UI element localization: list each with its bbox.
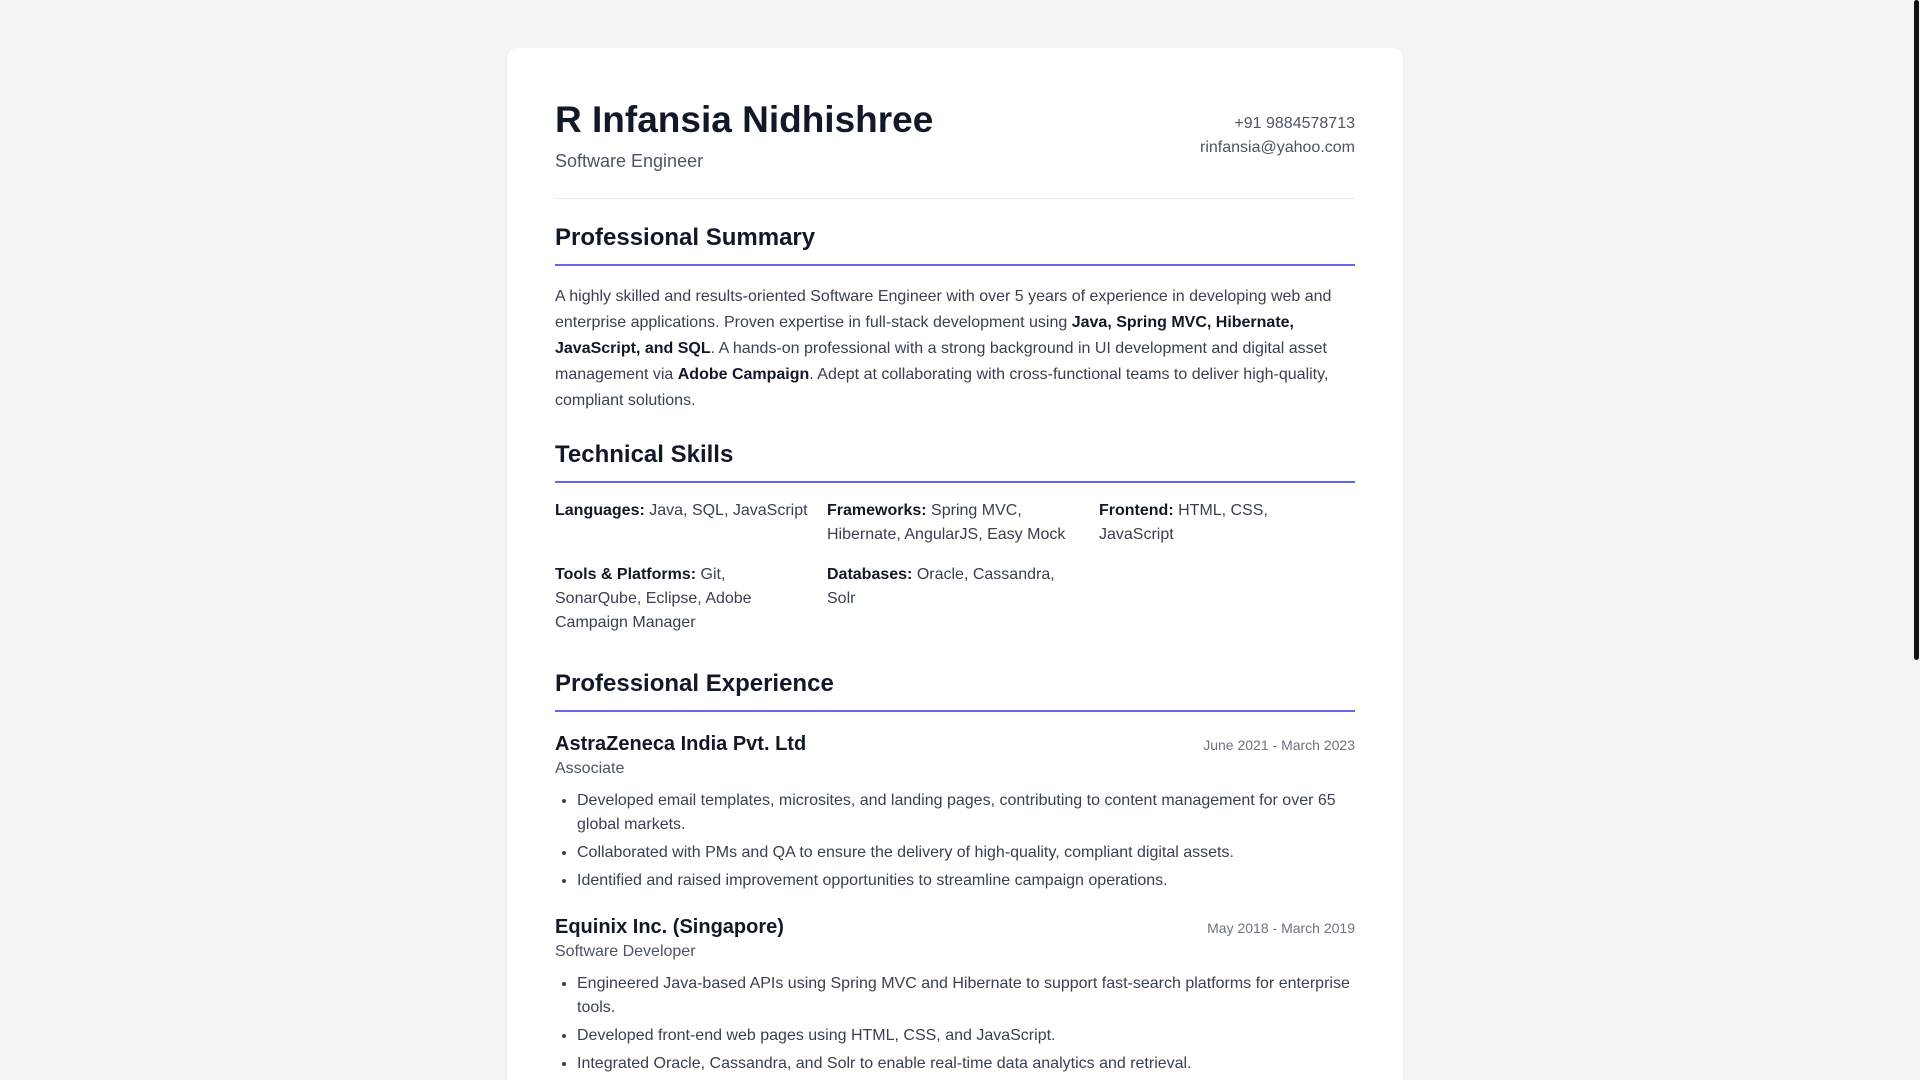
job-entry — [555, 915, 1355, 1076]
skill-value: HTML, CSS, JavaScript — [1099, 502, 1268, 543]
summary-text-1: A highly skilled and results-oriented Software Engineer with over 5 years of experience in developing web and enterprise applications. Proven expertise in full-stack development using — [555, 288, 1332, 331]
skill-label: Frameworks: — [827, 502, 927, 519]
job-bullet: • Collaborated with PMs and QA to ensure the delivery of high-quality, compliant digital assets. — [577, 841, 1355, 865]
resume-card — [507, 48, 1403, 1080]
company-name: AstraZeneca India Pvt. Ltd — [555, 733, 807, 755]
job-bullet: • Engineered Java-based APIs using Spring MVC and Hibernate to support fast-search platforms for enterprise tools. — [577, 972, 1355, 1020]
skill-label: Frontend: — [1099, 502, 1174, 519]
summary-section — [555, 223, 1355, 414]
job-dates: May 2018 - March 2019 — [1207, 920, 1355, 936]
scrollbar-thumb[interactable] — [1914, 0, 1919, 660]
vertical-scrollbar[interactable] — [1912, 0, 1920, 1080]
phone-number: +91 9884578713 — [1234, 115, 1355, 132]
experience-title: Professional Experience — [555, 669, 1355, 712]
skill-label: Databases: — [827, 566, 913, 583]
skill-label: Tools & Platforms: — [555, 566, 697, 583]
summary-bold-2: Adobe Campaign — [677, 366, 810, 383]
job-bullets — [555, 972, 1355, 1076]
job-bullet: • Developed front-end web pages using HTML, CSS, and JavaScript. — [577, 1024, 1355, 1048]
skill-value: Git, SonarQube, Eclipse, Adobe Campaign Manager — [555, 566, 752, 631]
job-bullets — [555, 789, 1355, 893]
summary-text — [555, 284, 1355, 414]
skill-value: Java, SQL, JavaScript — [649, 502, 808, 519]
contact-block — [1200, 112, 1355, 160]
skill-value: Spring MVC, Hibernate, AngularJS, Easy Mock — [827, 502, 1066, 543]
job-bullet: • Identified and raised improvement opportunities to streamline campaign operations. — [577, 869, 1355, 893]
summary-bold-1: Java, Spring MVC, Hibernate, JavaScript, and SQL — [555, 314, 1294, 357]
candidate-name: R Infansia Nidhishree — [555, 99, 934, 140]
job-header — [555, 732, 1355, 756]
company-name: Equinix Inc. (Singapore) — [555, 916, 784, 938]
job-bullet: • Developed email templates, microsites, and landing pages, contributing to content management for over 65 global markets. — [577, 789, 1355, 837]
job-bullet: • Integrated Oracle, Cassandra, and Solr to enable real-time data analytics and retrieval. — [577, 1052, 1355, 1076]
resume-header — [555, 96, 1355, 199]
summary-title: Professional Summary — [555, 223, 1355, 266]
experience-section — [555, 669, 1355, 1076]
skill-item — [555, 563, 827, 635]
identity-block — [555, 96, 933, 172]
job-dates: June 2021 - March 2023 — [1203, 737, 1355, 753]
skill-item — [1099, 499, 1355, 547]
skill-value: Oracle, Cassandra, Solr — [827, 566, 1055, 607]
job-position: Associate — [555, 760, 625, 777]
skill-item — [827, 499, 1099, 547]
job-entry — [555, 732, 1355, 893]
summary-text-2: . A hands-on professional with a strong background in UI development and digital asset management via — [555, 340, 1327, 383]
job-header — [555, 915, 1355, 939]
job-position: Software Developer — [555, 943, 696, 960]
candidate-role: Software Engineer — [555, 151, 704, 171]
summary-text-3: . Adept at collaborating with cross-functional teams to deliver high-quality, compliant solutions. — [555, 366, 1329, 409]
skills-section — [555, 440, 1355, 635]
skill-item — [555, 499, 827, 547]
skill-item — [827, 563, 1099, 635]
email-address: rinfansia@yahoo.com — [1200, 139, 1355, 156]
skills-title: Technical Skills — [555, 440, 1355, 483]
skills-grid — [555, 499, 1355, 635]
skill-label: Languages: — [555, 502, 645, 519]
